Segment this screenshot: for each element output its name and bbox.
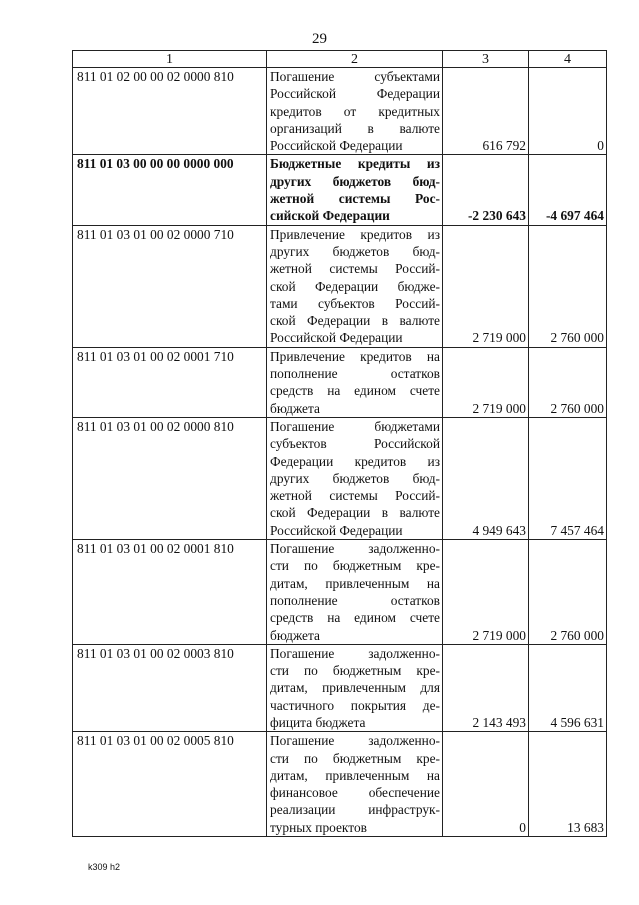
description-cell	[267, 732, 443, 837]
budget-code-cell: 811 01 03 01 00 02 0000 710	[73, 225, 267, 347]
amount-col3-cell: -2 230 643	[443, 155, 529, 225]
description-cell	[267, 225, 443, 347]
description-line: сти по бюджетным кре-	[270, 750, 440, 766]
description-line: бюджета	[270, 627, 320, 643]
description-line: Погашение бюджетами	[270, 418, 440, 434]
description-cell	[267, 417, 443, 539]
amount-col3-cell: 616 792	[443, 68, 529, 155]
description-line: дитам, привлеченным на	[270, 575, 440, 591]
description-line: тами субъектов Россий-	[270, 295, 440, 311]
amount-col4-cell: 7 457 464	[529, 417, 607, 539]
description-line: средств на едином счете	[270, 610, 440, 626]
budget-code-cell: 811 01 03 01 00 02 0005 810	[73, 732, 267, 837]
description-line: пополнение остатков	[270, 366, 440, 382]
column-header-1: 1	[73, 51, 267, 68]
description-line: Погашение субъектами	[270, 69, 440, 84]
description-line: кредитов от кредитных	[270, 103, 440, 119]
amount-col3-cell: 4 949 643	[443, 417, 529, 539]
amount-col3-cell: 0	[443, 732, 529, 837]
amount-col4-cell: 2 760 000	[529, 225, 607, 347]
description-line: ской Федерации бюдже-	[270, 278, 440, 294]
table-row	[73, 225, 607, 347]
description-cell	[267, 155, 443, 225]
amount-col4-cell: -4 697 464	[529, 155, 607, 225]
amount-col4-cell: 13 683	[529, 732, 607, 837]
amount-col3-cell: 2 143 493	[443, 644, 529, 731]
description-cell	[267, 68, 443, 155]
column-header-4: 4	[529, 51, 607, 68]
description-line: сти по бюджетным кре-	[270, 663, 440, 679]
description-line: Погашение задолженно-	[270, 733, 440, 749]
description-line: Российской Федерации	[270, 138, 403, 154]
amount-col4-cell: 2 760 000	[529, 347, 607, 417]
budget-code-cell: 811 01 02 00 00 02 0000 810	[73, 68, 267, 155]
description-line: ской Федерации в валюте	[270, 505, 440, 521]
budget-sources-table	[72, 50, 607, 837]
column-header-3: 3	[443, 51, 529, 68]
description-line: других бюджетов бюд-	[270, 243, 440, 259]
description-line: фицита бюджета	[270, 714, 366, 730]
description-line: других бюджетов бюд-	[270, 470, 440, 486]
budget-code-cell: 811 01 03 01 00 02 0003 810	[73, 644, 267, 731]
description-line: Погашение задолженно-	[270, 541, 440, 557]
description-line: реализации инфраструк-	[270, 802, 440, 818]
description-line: ской Федерации в валюте	[270, 313, 440, 329]
table-row	[73, 732, 607, 837]
description-line: Привлечение кредитов на	[270, 348, 440, 364]
table-row	[73, 155, 607, 225]
description-line: Привлечение кредитов из	[270, 226, 440, 242]
description-line: Российской Федерации	[270, 522, 403, 538]
table-row	[73, 347, 607, 417]
table-row	[73, 644, 607, 731]
description-line: сти по бюджетным кре-	[270, 558, 440, 574]
table-row	[73, 68, 607, 155]
amount-col3-cell: 2 719 000	[443, 347, 529, 417]
amount-col4-cell: 2 760 000	[529, 540, 607, 645]
description-line: бюджета	[270, 400, 320, 416]
description-line: финансовое обеспечение	[270, 785, 440, 801]
amount-col4-cell: 4 596 631	[529, 644, 607, 731]
description-line: турных проектов	[270, 819, 367, 835]
description-line: частичного покрытия де-	[270, 697, 440, 713]
description-line: дитам, привлеченным для	[270, 680, 440, 696]
description-line: Погашение задолженно-	[270, 645, 440, 661]
budget-code-cell: 811 01 03 01 00 02 0000 810	[73, 417, 267, 539]
description-line: других бюджетов бюд-	[270, 173, 440, 189]
footer-document-code: k309 h2	[88, 862, 121, 872]
description-line: организаций в валюте	[270, 120, 440, 136]
description-line: пополнение остатков	[270, 592, 440, 608]
description-line: Российской Федерации	[270, 330, 403, 346]
description-line: Бюджетные кредиты из	[270, 156, 440, 172]
description-line: дитам, привлеченным на	[270, 767, 440, 783]
description-line: жетной системы Россий-	[270, 488, 440, 504]
column-header-2: 2	[267, 51, 443, 68]
amount-col3-cell: 2 719 000	[443, 225, 529, 347]
description-line: Федерации кредитов из	[270, 453, 440, 469]
description-line: сийской Федерации	[270, 208, 390, 224]
description-line: субъектов Российской	[270, 436, 440, 452]
table-row	[73, 417, 607, 539]
amount-col3-cell: 2 719 000	[443, 540, 529, 645]
page-number: 29	[312, 31, 327, 47]
budget-code-cell: 811 01 03 01 00 02 0001 710	[73, 347, 267, 417]
description-line: Российской Федерации	[270, 86, 440, 102]
description-cell	[267, 540, 443, 645]
amount-col4-cell: 0	[529, 68, 607, 155]
table-row	[73, 540, 607, 645]
description-cell	[267, 644, 443, 731]
description-cell	[267, 347, 443, 417]
budget-code-cell: 811 01 03 01 00 02 0001 810	[73, 540, 267, 645]
table-header-row	[73, 51, 607, 68]
description-line: жетной системы Россий-	[270, 261, 440, 277]
description-line: жетной системы Рос-	[270, 191, 440, 207]
budget-code-cell: 811 01 03 00 00 00 0000 000	[73, 155, 267, 225]
description-line: средств на едином счете	[270, 383, 440, 399]
